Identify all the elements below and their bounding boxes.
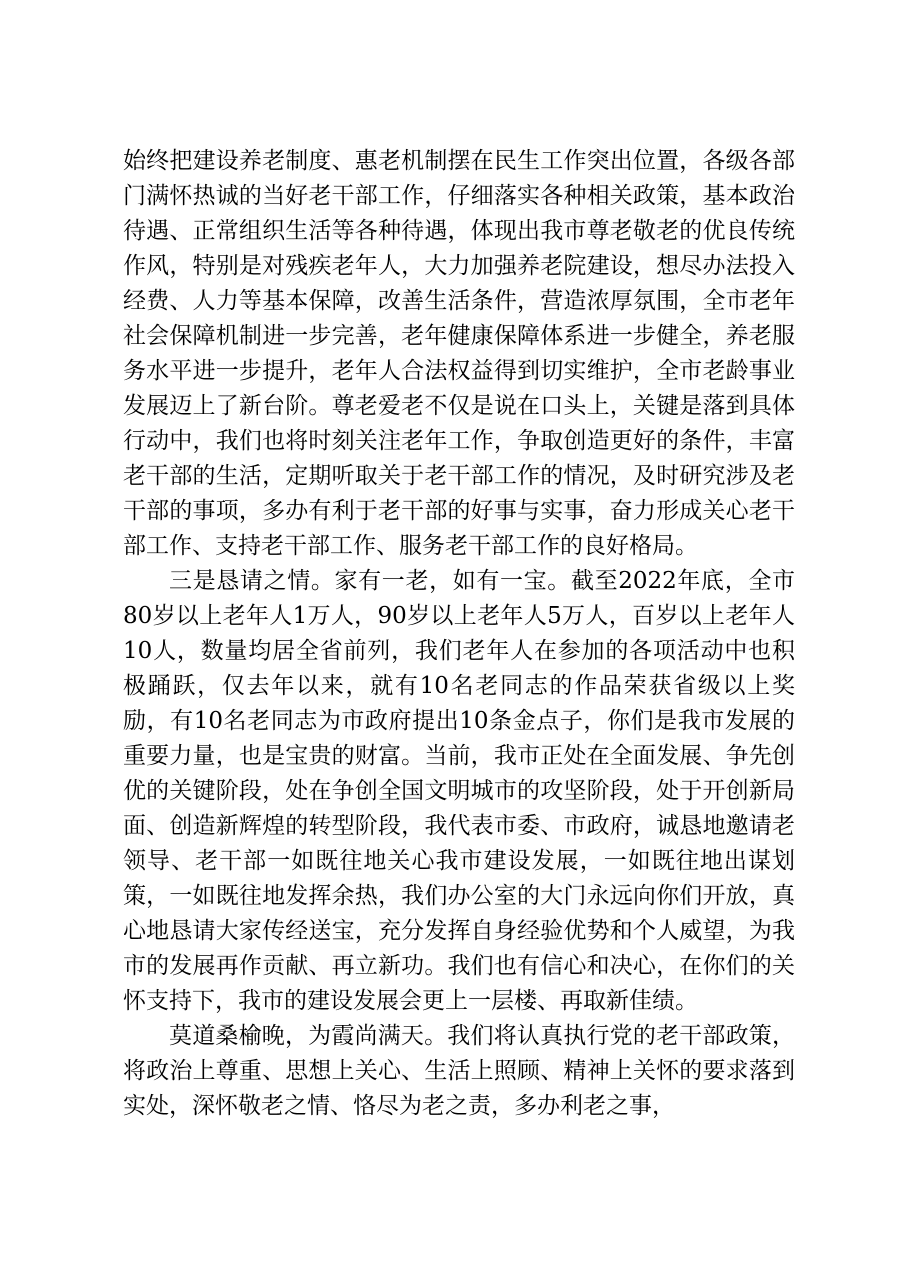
paragraph-continued-policy: 始终把建设养老制度、惠老机制摆在民生工作突出位置，各级各部门满怀热诚的当好老干部工作，仔细落实各种相关政策，基本政治待遇、正常组织生活等各种待遇，体现出我市尊老敬老的优良传统作风，特别是对残疾老年人，大力加强养老院建设，想尽办法投入经费、人力等基本保障，改善生活条件，营造浓厚氛围，全市老年社会保障机制进一步完善，老年健康保障体系进一步健全，养老服务水平进一步提升，老年人合法权益得到切实维护，全市老龄事业发展迈上了新台阶。尊老爱老不仅是说在口头上，关键是落到具体行动中，我们也将时刻关注老年工作，争取创造更好的条件，丰富老干部的生活，定期听取关于老干部工作的情况，及时研究涉及老干部的事项，多办有利于老干部的好事与实事，奋力形成关心老干部工作、支持老干部工作、服务老干部工作的良好格局。 bbox=[123, 148, 795, 559]
document-body bbox=[123, 144, 795, 1124]
paragraph-closing-commitment: 莫道桑榆晚，为霞尚满天。我们将认真执行党的老干部政策，将政治上尊重、思想上关心、生活上照顾、精神上关怀的要求落到实处，深怀敬老之情、恪尽为老之责，多办利老之事， bbox=[123, 1023, 795, 1119]
paragraph-earnest-request: 三是恳请之情。家有一老，如有一宝。截至2022年底，全市80岁以上老年人1万人，90岁以上老年人5万人，百岁以上老年人10人，数量均居全省前列，我们老年人在参加的各项活动中也积极踊跃，仅去年以来，就有10名老同志的作品荣获省级以上奖励，有10名老同志为市政府提出10条金点子，你们是我市发展的重要力量，也是宝贵的财富。当前，我市正处在全面发展、争先创优的关键阶段，处在争创全国文明城市的攻坚阶段，处于开创新局面、创造新辉煌的转型阶段，我代表市委、市政府，诚恳地邀请老领导、老干部一如既往地关心我市建设发展，一如既往地出谋划策，一如既往地发挥余热，我们办公室的大门永远向你们开放，真心地恳请大家传经送宝，充分发挥自身经验优势和个人威望，为我市的发展再作贡献、再立新功。我们也有信心和决心，在你们的关怀支持下，我市的建设发展会更上一层楼、再取新佳绩。 bbox=[123, 568, 795, 1014]
